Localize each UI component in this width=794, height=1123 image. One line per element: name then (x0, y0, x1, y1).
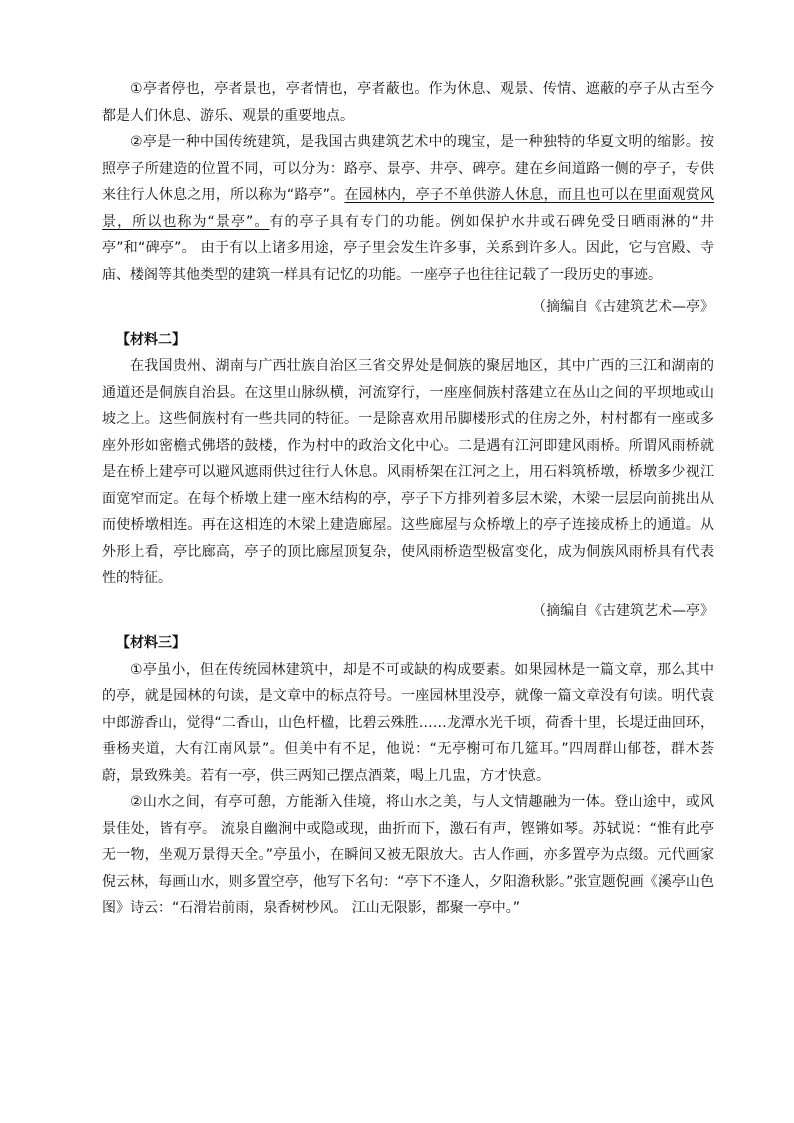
material1-underlined-sentence: 在园林内，亭子不单供游人休息，而且也可以在里面观赏风景，所以也称为“景亭”。 (102, 187, 714, 230)
material1-paragraph-2 (102, 129, 714, 288)
material3-paragraph-1: ①亭虽小，但在传统园林建筑中，却是不可或缺的构成要素。如果园林是一篇文章，那么其中的亭，就是园林的句读，是文章中的标点符号。一座园林里没亭，就像一篇文章没有句读。明代袁中郎游香山，觉得“二香山，山色杆楹，比碧云殊胜……龙潭水光千顷，荷香十里，长堤迂曲回环，垂杨夹道，大有江南风景”。但美中有不足，他说：“无亭榭可布几筵耳。”四周群山郁苍，群木荟蔚，景致殊美。若有一亭，供三两知己摆点酒菜，喝上几盅，方才快意。 (102, 661, 714, 784)
document-page (102, 76, 714, 922)
material3-heading: 【材料三】 (116, 635, 186, 651)
material2-paragraph-1: 在我国贵州、湖南与广西壮族自治区三省交界处是侗族的聚居地区，其中广西的三江和湖南的通道还是侗族自治县。在这里山脉纵横，河流穿行，一座座侗族村落建立在丛山之间的平坝地或山坡之上。这些侗族村有一些共同的特征。一是除喜欢用吊脚楼形式的住房之外，村村都有一座或多座外形如密檐式佛塔的鼓楼，作为村中的政治文化中心。二是遇有江河即建风雨桥。所谓风雨桥就是在桥上建亭可以避风遮雨供过往行人休息。风雨桥架在江河之上，用石料筑桥墩，桥墩多少视江面宽窄而定。在每个桥墩上建一座木结构的亭，亭子下方排列着多层木梁，木梁一层层向前挑出从而使桥墩相连。再在这相连的木梁上建造廊屋。这些廊屋与众桥墩上的亭子连接成桥上的通道。从外形上看，亭比廊高，亭子的顶比廊屋顶复杂，使风雨桥造型极富变化，成为侗族风雨桥具有代表性的特征。 (102, 358, 714, 586)
material1-paragraph-2-text-a: ②亭是一种中国传统建筑，是我国古典建筑艺术中的瑰宝，是一种独特的华夏文明的缩影。按照亭子所建造的位置不同，可以分为：路亭、景亭、井亭、碑亭。建在乡间道路一侧的亭子，专供来往行人休息之用，所以称为“路亭”。 (102, 134, 714, 203)
material1-source: （摘编自《古建筑艺术—亭》 (532, 299, 714, 315)
material1-paragraph-2-text-b: 有的亭子具有专门的功能。例如保护水井或石碑免受日晒雨淋的“井亭”和“碑亭”。 由于有以上诸多用途，亭子里会发生许多事，关系到许多人。因此，它与宫殿、寺庙、楼阁等其他类型的建筑一样具有记忆的功能。一座亭子也往往记载了一段历史的事迹。 (102, 213, 714, 283)
material3-paragraph-2: ②山水之间，有亭可憩，方能渐入佳境，将山水之美，与人文情趣融为一体。登山途中，或风景佳处，皆有亭。 流泉自幽涧中或隐或现，曲折而下，激石有声，铿锵如琴。苏轼说：“惟有此亭无一物，坐观万景得天全。”亭虽小，在瞬间又被无限放大。古人作画，亦多置亭为点缀。元代画家倪云林，每画山水，则多置空亭，他写下名句：“亭下不逢人，夕阳澹秋影。”张宣题倪画《溪亭山色图》诗云：“石滑岩前雨，泉香树杪风。 江山无限影，都聚一亭中。” (102, 794, 714, 916)
material1-paragraph-1: ①亭者停也，亭者景也，亭者情也，亭者蔽也。作为休息、观景、传情、遮蔽的亭子从古至今都是人们休息、游乐、观景的重要地点。 (102, 81, 714, 124)
material2-heading: 【材料二】 (116, 331, 186, 348)
material2-source: （摘编自《古建筑艺术—亭》 (532, 602, 714, 619)
